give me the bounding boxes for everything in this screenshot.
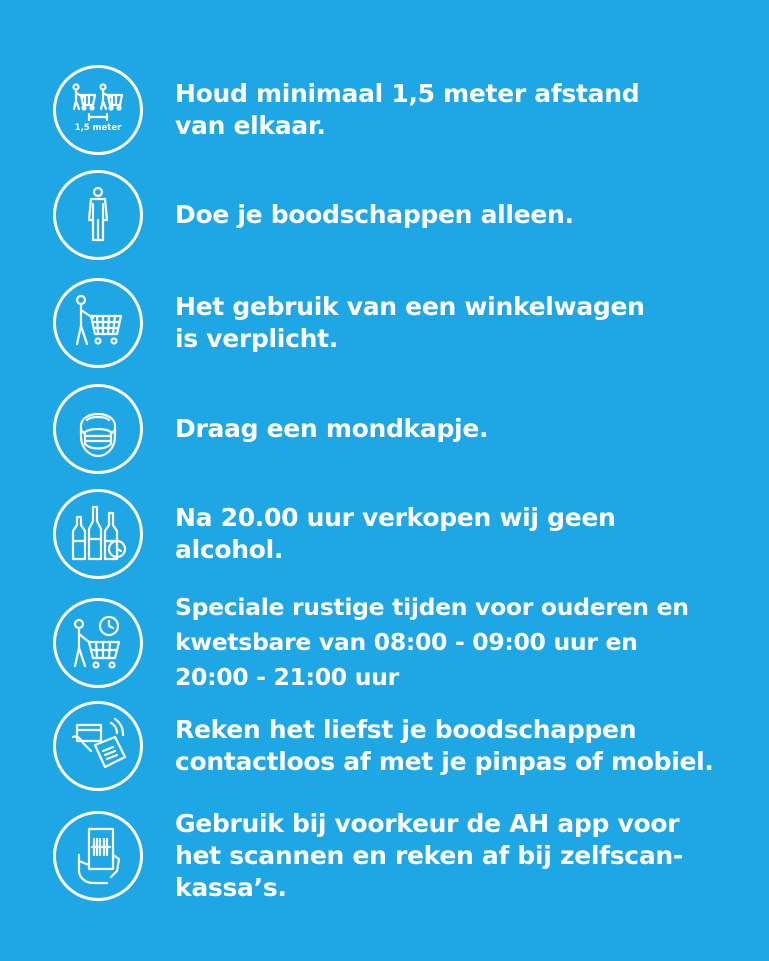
rule-text: Gebruik bij voorkeur de AH app voor het scannen en reken af bij zelfscan- kassa’s. — [175, 809, 683, 902]
distance-label: 1,5 meter — [74, 123, 122, 133]
rule-contactless — [53, 701, 753, 791]
single-person-icon — [53, 170, 143, 260]
rule-text: Speciale rustige tijden voor ouderen en kwetsbare van 08:00 - 09:00 uur en 20:00 - 21:00 uur — [175, 593, 689, 691]
distance-carts-icon — [53, 65, 143, 155]
phone-scan-icon — [53, 811, 143, 901]
rule-text: Na 20.00 uur verkopen wij geen alcohol. — [175, 503, 616, 564]
rule-text: Draag een mondkapje. — [175, 414, 489, 443]
rule-text: Het gebruik van een winkelwagen is verplicht. — [175, 292, 645, 353]
shopping-cart-icon — [53, 278, 143, 368]
rule-text: Reken het liefst je boodschappen contactloos af met je pinpas of mobiel. — [175, 715, 714, 776]
rule-cart — [53, 278, 753, 368]
alcohol-bottles-clock-icon — [53, 489, 143, 579]
rule-distance — [53, 65, 753, 155]
face-mask-icon — [53, 384, 143, 474]
cart-clock-icon — [53, 598, 143, 688]
rule-text: Houd minimaal 1,5 meter afstand van elkaar. — [175, 79, 640, 140]
rule-alone — [53, 170, 753, 260]
rule-alcohol — [53, 489, 753, 579]
rule-app-scan — [53, 808, 753, 904]
rule-text: Doe je boodschappen alleen. — [175, 200, 574, 229]
contactless-payment-icon — [53, 701, 143, 791]
rule-mask — [53, 384, 753, 474]
rule-quiet-hours — [53, 590, 753, 695]
